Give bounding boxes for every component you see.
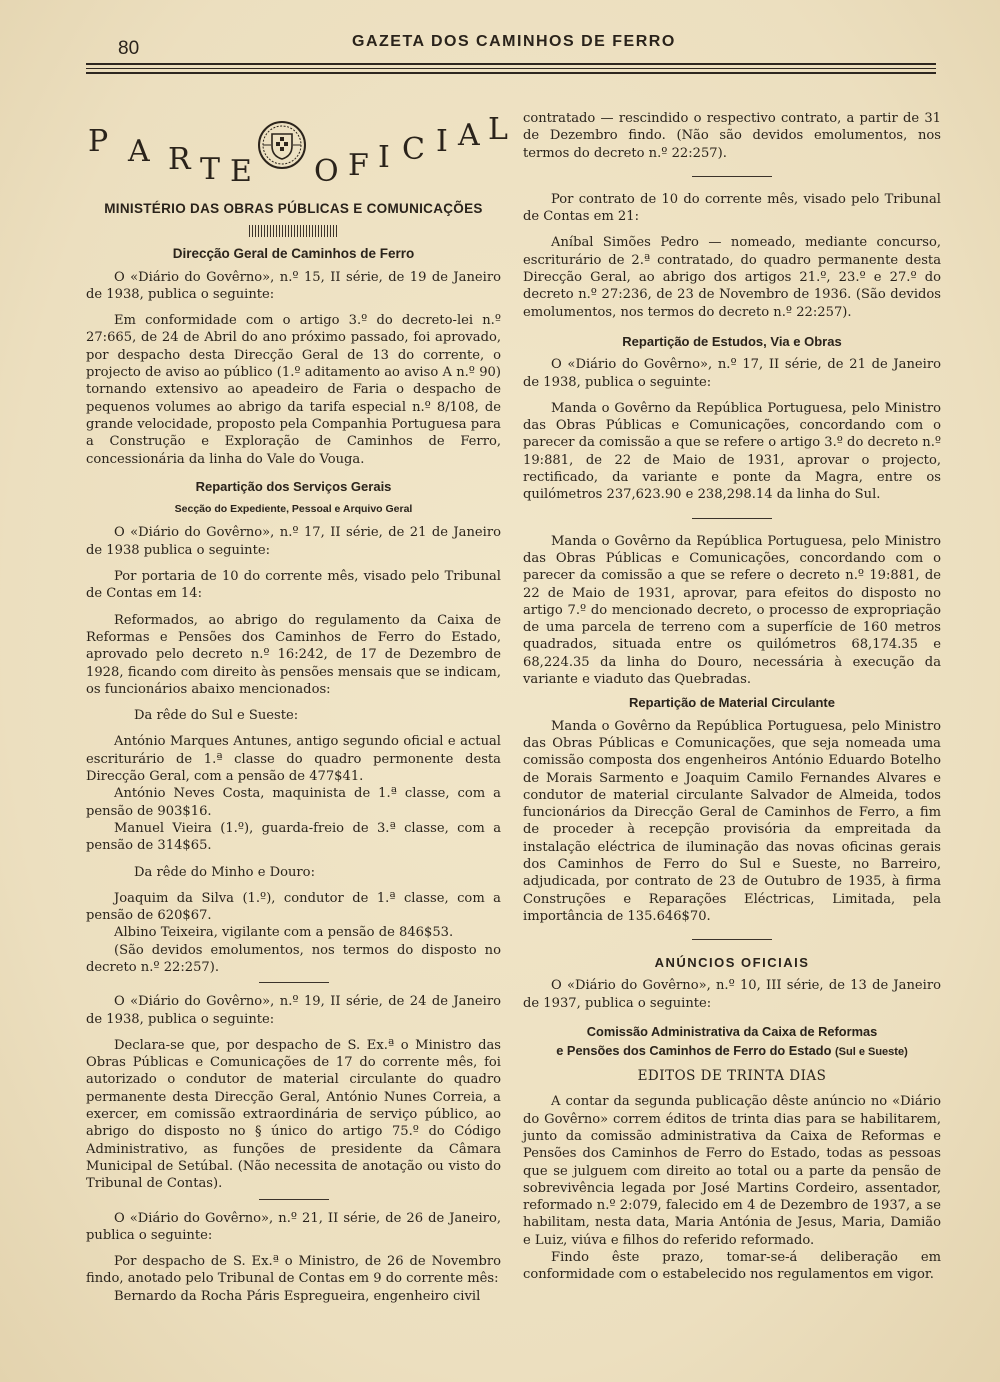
paragraph: Albino Teixeira, vigilante com a pensão de 846$53. [114,925,454,941]
commission-heading [523,1022,941,1062]
paragraph: António Marques Antunes, antigo segundo oficial e actual escriturário de 1.ª classe do quadro permonente desta Direcção Geral, com a pensão de 477$41. [86,734,501,785]
department-heading: Repartição de Material Circulante [629,695,835,711]
left-column [86,200,501,1305]
commission-suffix: (Sul e Sueste) [835,1046,908,1059]
paragraph: Findo êste prazo, tomar-se-á deliberação em conformidade com o estabelecido nos regulamentos em vigor. [523,1250,941,1283]
paragraph: Por portaria de 10 do corrente mês, visado pelo Tribunal de Contas em 14: [86,569,501,602]
section-title [86,112,510,194]
portuguese-coat-of-arms-icon [257,120,307,170]
commission-line-2-text: e Pensões dos Caminhos de Ferro do Estado [556,1043,832,1059]
right-column [523,110,941,1284]
separator [259,982,329,983]
paragraph: O «Diário do Govêrno», n.º 10, III série, de 13 de Janeiro de 1937, publica o seguinte: [523,978,941,1011]
title-letter: C [402,132,427,167]
paragraph: Declara-se que, por despacho de S. Ex.ª o Ministro das Obras Públicas e Comunicações de 17 do corrente mês, foi autorizado o condutor de material circulante do quadro permanente desta Direcção Geral, António Nunes Correia, a exercer, em comissão extraordinária de serviço público, ao abrigo do disposto no § único do artigo 75.º do Código Administrativo, as funções de presidente da Câmara Municipal de Setúbal. (Não necessita de anotação ou visto do Tribunal de Contas). [86,1037,501,1192]
page-number: 80 [118,38,140,59]
title-letter: R [168,142,193,177]
separator [692,518,772,519]
direction-heading: Direcção Geral de Caminhos de Ferro [172,246,415,262]
paragraph: Da rêde do Minho e Douro: [134,864,315,880]
commission-line-1: Comissão Administrativa da Caixa de Reformas [586,1024,878,1040]
title-letter: L [488,112,510,147]
paragraph: O «Diário do Govêrno», n.º 21, II série, de 26 de Janeiro, publica o seguinte: [86,1210,501,1243]
paragraph: Joaquim da Silva (1.º), condutor de 1.ª classe, com a pensão de 620$67. [86,890,501,924]
separator [692,939,772,940]
title-letter: A [128,134,152,169]
paragraph: Por despacho de S. Ex.ª o Ministro, de 26 de Novembro findo, anotado pelo Tribunal de Contas em 9 do corrente mês: [86,1254,501,1287]
running-title: GAZETA DOS CAMINHOS DE FERRO [352,33,676,50]
title-letter: O [314,154,341,189]
title-letter: I [378,140,392,175]
announcements-heading: ANÚNCIOS OFICIAIS [654,955,810,971]
paragraph: Manda o Govêrno da República Portuguesa, pelo Ministro das Obras Públicas e Comunicações, que seja nomeada uma comissão composta dos engenheiros António Eduardo Botelho de Morais Sarmento e Joaquim Camilo Fernandes Alvares e condutor de material circulante Salvador de Almeida, todos funcionários da Direcção Geral de Caminhos de Ferro, a fim de proceder à recepção provisória da empreitada da instalação eléctrica de iluminação das novas oficinas gerais dos Caminhos de Ferro do Sul e Sueste, no Barreiro, adjudicada, por contrato de 23 de Outubro de 1935, à firma Construções e Reparações Eléctricas, Limitada, pela importância de 135.646$70. [523,718,941,924]
paragraph: O «Diário do Govêrno», n.º 15, II série, de 19 de Janeiro de 1938, publica o seguinte: [86,269,501,302]
ministry-heading: MINISTÉRIO DAS OBRAS PÚBLICAS E COMUNICAÇÕES [104,201,483,216]
header-rule [86,72,936,74]
paragraph: Aníbal Simões Pedro — nomeado, mediante concurso, escriturário de 2.ª contratado, do quadro permanente desta Direcção Geral, ao abrigo dos artigos 21.º, 23.º e 27.º do decreto n.º 27:236, de 23 de Novembro de 1936. (São devidos emolumentos, nos termos do decreto n.º 22:257). [523,235,941,320]
paragraph: Bernardo da Rocha Páris Espregueira, engenheiro civil [114,1288,481,1304]
paragraph: (São devidos emolumentos, nos termos do disposto no decreto n.º 22:257). [86,942,501,975]
editos-heading: EDITOS DE TRINTA DIAS [637,1068,827,1085]
title-letter: I [436,124,450,159]
header-rule [86,68,936,69]
department-heading: Repartição dos Serviços Gerais [195,478,392,494]
title-letter: F [348,148,371,183]
title-letter: E [230,154,254,189]
header-rule [86,63,936,65]
paragraph: A contar da segunda publicação dêste anúncio no «Diário do Govêrno» correm éditos de trinta dias para se habilitarem, junto da comissão administrativa da Caixa de Reformas e Pensões dos Caminhos de Ferro do Estado, todas as pessoas que se julguem com direito ao total ou a parte da pensão de sobrevivência legada por José Martins Cordeiro, assentador, reformado n.º 2:079, falecido em 4 de Dezembro de 1937, a se habilitam, nesta data, Maria Antónia de Jesus, Maria, Damião e Luiz, viúva e filhos do referido reformado. [523,1094,941,1248]
ornament-divider [249,225,339,237]
paragraph: O «Diário do Govêrno», n.º 17, II série, de 21 de Janeiro de 1938, publica o seguinte: [523,357,941,390]
separator [259,1199,329,1200]
paragraph: Da rêde do Sul e Sueste: [134,708,299,724]
title-letter: T [200,152,223,187]
title-letter: P [88,124,111,159]
commission-line-2 [523,1041,941,1062]
paragraph: Em conformidade com o artigo 3.º do decreto-lei n.º 27:665, de 24 de Abril do ano próximo passado, foi aprovado, por despacho desta Direcção Geral de 13 do corrente, o projecto de aviso ao público (1.º aditamento ao aviso A n.º 90) tornando extensivo ao apeadeiro de Faria o despacho de pequenos volumes ao abrigo da tarifa especial n.º 8/108, de grande velocidade, proposto pela Companhia Portuguesa para a Construção e Exploração de Caminhos de Ferro, concessionária da linha do Vale do Vouga. [86,313,501,467]
title-letter: A [458,118,482,153]
paragraph: Manda o Govêrno da República Portuguesa, pelo Ministro das Obras Públicas e Comunicações, concordando com o parecer da comissão a que se refere o artigo 3.º do decreto n.º 19:881, de 22 de Maio de 1931, aprovar o projecto, rectificado, da variante e ponte da Magra, entre os quilómetros 237,623.90 e 238,298.14 da linha do Sul. [523,400,942,503]
section-heading: Secção do Expediente, Pessoal e Arquivo Geral [174,503,413,516]
paragraph: contratado — rescindido o respectivo contrato, a partir de 31 de Dezembro findo. (Não são devidos emolumentos, nos termos do decreto n.º 22:257). [523,111,941,161]
paragraph: Reformados, ao abrigo do regulamento da Caixa de Reformas e Pensões dos Caminhos de Ferro do Estado, aprovado pelo decreto n.º 16:242, de 17 de Dezembro de 1928, ficando com direito às pensões mensais que se indicam, os funcionários abaixo mencionados: [86,612,501,697]
paragraph: Por contrato de 10 do corrente mês, visado pelo Tribunal de Contas em 21: [523,191,941,225]
paragraph: Manda o Govêrno da República Portuguesa, pelo Ministro das Obras Públicas e Comunicações, concordando com o parecer da comissão a que se refere o decreto n.º 19:881, de 22 de Maio de 1931, aprovar, para efeitos do disposto no artigo 7.º do mencionado decreto, o processo de expropriação de uma parcela de terreno com a superfície de 160 metros quadrados, situada entre os quilómetros 68,174.35 e 68,224.35 da linha do Douro, necessária à execução da variante e viaduto das Quebradas. [523,533,941,688]
separator [692,176,772,177]
paragraph: Manuel Vieira (1.º), guarda-freio de 3.ª classe, com a pensão de 314$65. [86,820,501,854]
department-heading: Repartição de Estudos, Via e Obras [622,333,842,349]
paragraph: O «Diário do Govêrno», n.º 19, II série, de 24 de Janeiro de 1938, publica o seguinte: [86,994,501,1027]
paragraph: O «Diário do Govêrno», n.º 17, II série, de 21 de Janeiro de 1938 publica o seguinte: [86,525,501,558]
paragraph: António Neves Costa, maquinista de 1.ª classe, com a pensão de 903$16. [86,786,501,819]
